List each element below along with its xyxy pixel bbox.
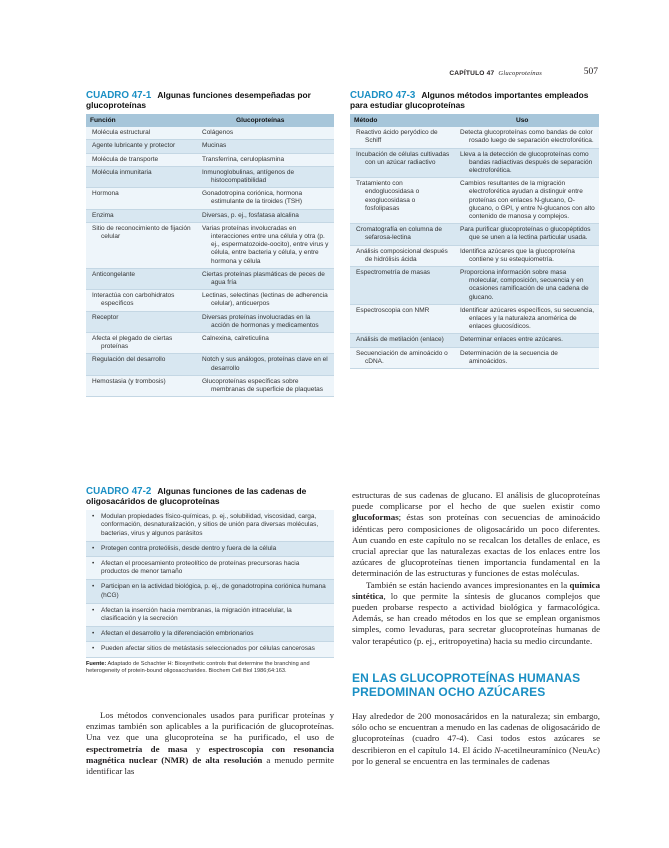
paragraph: También se están haciendo avances impresionantes en la química sintética, lo que permite la síntesis de glucanos complejos que pueden probarse respecto a actividad biológica y farmacológica. Además, se han creado métodos en los que se emplean organismos simples, como levaduras, para secretar glucoproteínas humanas de valor terapéutico (p. ej., eritropoyetina) hacia su medio circundante. bbox=[352, 579, 600, 646]
body-text-right-section bbox=[352, 711, 600, 767]
table-47-1 bbox=[86, 91, 334, 397]
running-head-chapter: CAPÍTULO 47 Glucoproteínas bbox=[449, 70, 542, 77]
table-47-3-label: CUADRO 47-3 bbox=[350, 90, 416, 101]
table-row bbox=[86, 188, 334, 209]
list-item: • Participan en la actividad biológica, p. ej., de gonadotropina coriónica humana (hCG) bbox=[86, 580, 334, 603]
table-cell: Diversas, p. ej., fosfatasa alcalina bbox=[196, 209, 334, 222]
list-item: • Protegen contra proteólisis, desde dentro y fuera de la célula bbox=[86, 542, 334, 557]
running-head bbox=[352, 68, 598, 80]
table-row bbox=[350, 267, 599, 305]
table-cell: Varias proteínas involucradas en interacciones entre una célula y otra (p. ej., espermatozoide-oocito), entre virus y célula, entre bacteria y célula, y entre hormona y célula bbox=[196, 222, 334, 268]
table-cell: Inmunoglobulinas, antígenos de histocompatibilidad bbox=[196, 166, 334, 187]
table-cell: Incubación de células cultivadas con un azúcar radiactivo bbox=[350, 148, 454, 178]
table-cell: Molécula de transporte bbox=[86, 153, 196, 166]
table-47-2-label: CUADRO 47-2 bbox=[86, 486, 152, 497]
table-47-3-title: CUADRO 47-3 Algunos métodos importantes empleados para estudiar glucoproteínas bbox=[350, 90, 589, 110]
list-item: • Pueden afectar sitios de metástasis seleccionados por células cancerosas bbox=[86, 642, 334, 657]
table-row bbox=[86, 153, 334, 166]
table-cell: Transferrina, ceruloplasmina bbox=[196, 153, 334, 166]
table-cell: Hemostasia (y trombosis) bbox=[86, 375, 196, 396]
table-row bbox=[350, 224, 599, 245]
table-cell: Reactivo ácido peryódico de Schiff bbox=[350, 127, 454, 148]
table-47-3-grid bbox=[350, 114, 599, 369]
paragraph: estructuras de sus cadenas de glucano. El análisis de glucoproteínas puede complicarse por el hecho de que suelen existir como glucoformas; éstas son proteínas con secuencias de aminoácido idénticas pero composiciones de oligosacárido un poco diferentes. Aun cuando en este capítulo no se recalcan los detalles de enlace, es crucial apreciar que las naturalezas exactas de los enlaces entre los azúcares de glucoproteínas tienen importancia fundamental en la determinación de las estructuras y funciones de estas moléculas. bbox=[352, 490, 600, 579]
section-heading: EN LAS GLUCOPROTEÍNAS HUMANAS PREDOMINAN OCHO AZÚCARES bbox=[352, 671, 581, 699]
table-cell: Análisis de metilación (enlace) bbox=[350, 334, 454, 347]
table-cell: Espectroscopia con NMR bbox=[350, 304, 454, 334]
table-cell: Notch y sus análogos, proteínas clave en el desarrollo bbox=[196, 354, 334, 375]
table-row bbox=[350, 148, 599, 178]
table-cell: Análisis composicional después de hidrólisis ácida bbox=[350, 245, 454, 266]
column-header: Método bbox=[350, 114, 454, 127]
table-cell: Receptor bbox=[86, 311, 196, 332]
table-cell: Interactúa con carbohidratos específicos bbox=[86, 290, 196, 311]
table-cell: Regulación del desarrollo bbox=[86, 354, 196, 375]
column-header: Función bbox=[86, 114, 196, 127]
table-row bbox=[86, 290, 334, 311]
paragraph: Hay alrededor de 200 monosacáridos en la naturaleza; sin embargo, sólo ocho se encuentran a menudo en las cadenas de oligosacárido de glucoproteínas (cuadro 47-4). Casi todos estos azúcares se describieron en el capítulo 14. El ácido N-acetilneuramínico (NeuAc) por lo general se encuentra en las terminales de cadenas bbox=[352, 711, 600, 766]
table-row bbox=[86, 333, 334, 354]
table-row bbox=[350, 127, 599, 148]
table-47-1-title: CUADRO 47-1 Algunas funciones desempeñadas por glucoproteínas bbox=[86, 90, 311, 110]
table-cell: Determinación de la secuencia de aminoácidos. bbox=[454, 347, 599, 368]
table-47-1-grid bbox=[86, 114, 334, 397]
list-item: • Afectan el procesamiento proteolítico de proteínas precursoras hacia productos de menor tamaño bbox=[86, 557, 334, 580]
table-row bbox=[350, 334, 599, 347]
table-cell: Gonadotropina coriónica, hormona estimulante de la tiroides (TSH) bbox=[196, 188, 334, 209]
table-row bbox=[350, 245, 599, 266]
list-item: • Afectan el desarrollo y la diferenciación embrionarios bbox=[86, 627, 334, 642]
table-47-3 bbox=[350, 91, 599, 369]
table-47-2 bbox=[86, 487, 334, 675]
table-cell: Identifica azúcares que la glucoproteína contiene y su estequiometría. bbox=[454, 245, 599, 266]
body-text-left bbox=[86, 710, 334, 777]
table-cell: Tratamiento con endoglucosidasa o exoglucosidasa o fosfolipasas bbox=[350, 178, 454, 224]
table-cell: Diversas proteínas involucradas en la acción de hormonas y medicamentos bbox=[196, 311, 334, 332]
table-row bbox=[86, 209, 334, 222]
table-cell: Cambios resultantes de la migración electroforética ayudan a distinguir entre proteínas con enlaces N-glucano, O-glucano, o GPI, y entre N-glucanos con alto contenido de manosa y complejos. bbox=[454, 178, 599, 224]
table-cell: Sitio de reconocimiento de fijación celular bbox=[86, 222, 196, 268]
table-cell: Glucoproteínas específicas sobre membranas de superficie de plaquetas bbox=[196, 375, 334, 396]
table-cell: Cromatografía en columna de sefarosa-lectina bbox=[350, 224, 454, 245]
body-text-right bbox=[352, 490, 600, 647]
table-47-1-label: CUADRO 47-1 bbox=[86, 90, 152, 101]
table-cell: Para purificar glucoproteínas o glucopéptidos que se unen a la lectina particular usada. bbox=[454, 224, 599, 245]
table-cell: Enzima bbox=[86, 209, 196, 222]
list-item: • Afectan la inserción hacia membranas, la migración intracelular, la clasificación y la secreción bbox=[86, 604, 334, 627]
table-row bbox=[86, 375, 334, 396]
table-cell: Espectrometría de masas bbox=[350, 267, 454, 305]
table-source-note: Fuente: Adaptado de Schachter H: Biosynthetic controls that determine the branching and heterogeneity of protein-bound oligosaccharides. Biochem Cell Biol 1986;64:163. bbox=[86, 660, 310, 675]
table-row bbox=[86, 354, 334, 375]
table-row bbox=[350, 347, 599, 368]
paragraph: Los métodos convencionales usados para purificar proteínas y enzimas también son aplicables a la purificación de glucoproteínas. Una vez que una glucoproteína se ha purificado, el uso de espectrometría de masa y espectroscopia con resonancia magnética nuclear (NMR) de alta resolución a menudo permite identificar las bbox=[86, 710, 334, 777]
table-cell: Mucinas bbox=[196, 140, 334, 153]
table-row bbox=[350, 178, 599, 224]
table-47-2-title: CUADRO 47-2 Algunas funciones de las cadenas de oligosacáridos de glucoproteínas bbox=[86, 486, 307, 506]
table-cell: Identificar azúcares específicos, su secuencia, enlaces y la naturaleza anomérica de enlaces glucosídicos. bbox=[454, 304, 599, 334]
table-cell: Molécula estructural bbox=[86, 127, 196, 140]
table-cell: Hormona bbox=[86, 188, 196, 209]
table-cell: Lleva a la detección de glucoproteínas como bandas radiactivas después de separación electroforética. bbox=[454, 148, 599, 178]
table-row bbox=[86, 222, 334, 268]
table-cell: Molécula inmunitaria bbox=[86, 166, 196, 187]
table-cell: Agente lubricante y protector bbox=[86, 140, 196, 153]
table-cell: Ciertas proteínas plasmáticas de peces de agua fría bbox=[196, 268, 334, 289]
column-header: Glucoproteínas bbox=[196, 114, 334, 127]
table-row bbox=[350, 304, 599, 334]
table-cell: Proporciona información sobre masa molecular, composición, secuencia y en ocasiones ramificación de una cadena de glucano. bbox=[454, 267, 599, 305]
table-cell: Anticongelante bbox=[86, 268, 196, 289]
table-row bbox=[86, 166, 334, 187]
column-header: Uso bbox=[454, 114, 599, 127]
table-cell: Determinar enlaces entre azúcares. bbox=[454, 334, 599, 347]
table-row bbox=[86, 311, 334, 332]
table-cell: Detecta glucoproteínas como bandas de color rosado luego de separación electroforética. bbox=[454, 127, 599, 148]
page-number: 507 bbox=[583, 67, 598, 77]
table-cell: Colágenos bbox=[196, 127, 334, 140]
list-item: • Modulan propiedades físico-químicas, p. ej., solubilidad, viscosidad, carga, conformación, desnaturalización, y sitios de unión para diversas moléculas, bacterias, virus y algunos parásitos bbox=[86, 510, 334, 542]
table-cell: Afecta el plegado de ciertas proteínas bbox=[86, 333, 196, 354]
table-row bbox=[86, 268, 334, 289]
table-cell: Secuenciación de aminoácido o cDNA. bbox=[350, 347, 454, 368]
table-cell: Lectinas, selectinas (lectinas de adherencia celular), anticuerpos bbox=[196, 290, 334, 311]
table-row bbox=[86, 140, 334, 153]
table-row bbox=[86, 127, 334, 140]
table-47-2-list bbox=[86, 510, 334, 657]
table-cell: Calnexina, calreticulina bbox=[196, 333, 334, 354]
running-head-topic: Glucoproteínas bbox=[498, 70, 542, 77]
